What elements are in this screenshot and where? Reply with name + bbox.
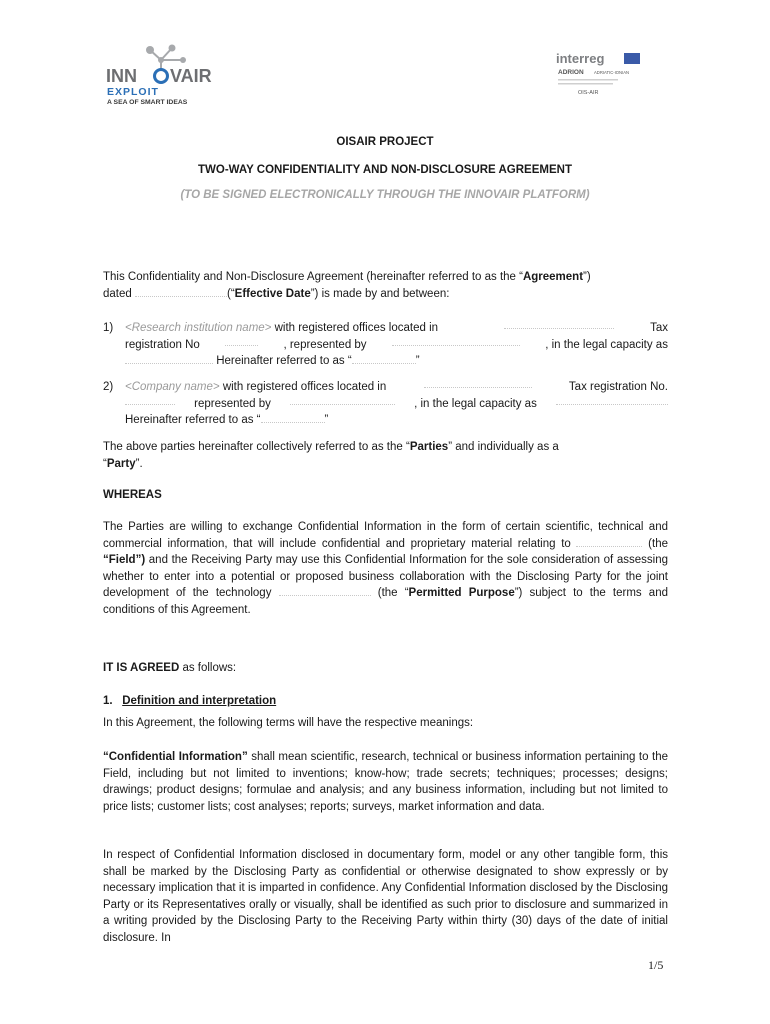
date-blank: [135, 288, 227, 297]
svg-text:ADRIATIC-IONIAN: ADRIATIC-IONIAN: [594, 70, 630, 75]
respect-paragraph: In respect of Confidential Information disclosed in documentary form, model or any other tangible form, this shall be marked by the Disclosing Party as confidential or otherwise designated to show expressly or by necessary implication that it is imparted in confidence. Any Confidential Information disclosed by the Disclosing Party or its Representatives orally or visually, shall be identified as such prior to disclosure and summarized in a writing provided by the Disclosing Party to the Receiving Party within thirty (30) days of the date of initial disclosure. In: [103, 849, 668, 944]
page-number: 1/5: [648, 958, 664, 972]
interreg-logo: [554, 50, 644, 102]
section-1-intro: In this Agreement, the following terms will have the respective meanings:: [103, 717, 474, 729]
innovair-logo: [104, 42, 219, 106]
signing-note: (TO BE SIGNED ELECTRONICALLY THROUGH THE INNOVAIR PLATFORM): [180, 189, 590, 201]
svg-text:OIS-AIR: OIS-AIR: [578, 90, 599, 96]
whereas-heading: WHEREAS: [103, 489, 162, 501]
agreement-title: TWO-WAY CONFIDENTIALITY AND NON-DISCLOSURE AGREEMENT: [198, 164, 572, 176]
eu-flag-icon: [624, 53, 640, 64]
parties-paragraph: The above parties hereinafter collectively referred to as the “Parties” and individually as a “Party”.: [103, 441, 559, 470]
company-placeholder: <Company name>: [125, 381, 220, 393]
svg-text:ADRION: ADRION: [558, 69, 584, 76]
svg-text:interreg: interreg: [556, 51, 605, 66]
agreed-line: IT IS AGREED as follows:: [103, 662, 237, 674]
svg-text:EXPLOIT: EXPLOIT: [107, 86, 159, 98]
svg-text:VAIR: VAIR: [170, 66, 212, 86]
institution-placeholder: <Research institution name>: [125, 322, 272, 334]
document-page: INN VAIR EXPLOIT A SEA OF SMART IDEAS interreg ADRION ADRIATIC-IONIAN OIS-AIR OISAIR PROJECT TWO-WAY CONFIDENTIALITY AND NON-DISCLOSURE AGREEMENT (TO BE SIGNED ELECTRONICALLY THROUGH THE INNOVAIR PLATFORM) This Confidentiality and Non-Disclosure Agreement (hereinafter referred to as the “Agreement”) dated (“Effective Date”) is made by and between: 1) <Research institution name> with registered offices located in Tax registration No , represented by , in the legal capacity as Hereinafter referred to as “ ” 2) <Company name> with registered offices located in Tax registration No. represented by , in the legal capacity as Hereinafter referred to as “ ” The above parties hereinafter collectively referred to as the “Parties” and individually as a “Party”. WHEREAS The Parties are willing to exchange Confidential Information in the form of certain scientific, technical and commercial information, that will include confidential and proprietary material relating to (the “Field”) and the Receiving Party may use this Confidential Information for the sole consideration of assessing whether to enter into a potential or proposed business collaboration with the Disclosing Party for the joint development of the technology (the “Permitted Purpose”) subject to the terms and conditions of this Agreement. IT IS AGREED as follows: 1. Definition and interpretation In this Agreement, the following terms will have the respective meanings: “Confidential Information” shall mean scientific, research, technical or business information pertaining to the Field, including but not limited to inventions; know-how; trade secrets; techniques; processes; designs; drawings; product designs; formulae and analysis; and any business information, including but not limited to price lists; customer lists; cost analyses; reports; surveys, market information and data. In respect of Confidential Information disclosed in documentary form, model or any other tangible form, this shall be marked by the Disclosing Party as confidential or otherwise designated to show expressly or by necessary implication that it is imparted in confidence. Any Confidential Information disclosed by the Disclosing Party or its Representatives orally or visually, shall be identified as such prior to disclosure and summarized in a writing provided by the Disclosing Party to the Receiving Party within thirty (30) days of the date of initial disclosure. In 1/5: [0, 0, 770, 1024]
party-1: <Research institution name> with registered offices located in Tax registration No , represented by , in the legal capacity as Hereinafter referred to as “ ”: [125, 322, 668, 367]
svg-text:INN: INN: [106, 66, 137, 86]
svg-text:A SEA OF SMART IDEAS: A SEA OF SMART IDEAS: [107, 99, 188, 106]
intro-paragraph: This Confidentiality and Non-Disclosure Agreement (hereinafter referred to as the “Agreement”) dated (“Effective Date”) is made by and between:: [103, 271, 591, 300]
project-title: OISAIR PROJECT: [336, 136, 434, 148]
whereas-paragraph: The Parties are willing to exchange Confidential Information in the form of certain scientific, technical and commercial information, that will include confidential and proprietary material relating to (the “Field”) and the Receiving Party may use this Confidential Information for the sole consideration of assessing whether to enter into a potential or proposed business collaboration with the Disclosing Party for the joint development of the technology (the “Permitted Purpose”) subject to the terms and conditions of this Agreement.: [103, 521, 668, 616]
molecule-icon: [104, 42, 219, 106]
section-1-heading: 1. Definition and interpretation: [103, 695, 277, 707]
party-2: <Company name> with registered offices located in Tax registration No. represented by , in the legal capacity as Hereinafter referred to as “ ”: [125, 381, 668, 426]
confidential-info-definition: “Confidential Information” shall mean scientific, research, technical or business information pertaining to the Field, including but not limited to inventions; know-how; trade secrets; techniques; processes; designs; drawings; product designs; formulae and analysis; and any business information, including but not limited to price lists; customer lists; cost analyses; reports; surveys, market information and data.: [103, 751, 668, 813]
